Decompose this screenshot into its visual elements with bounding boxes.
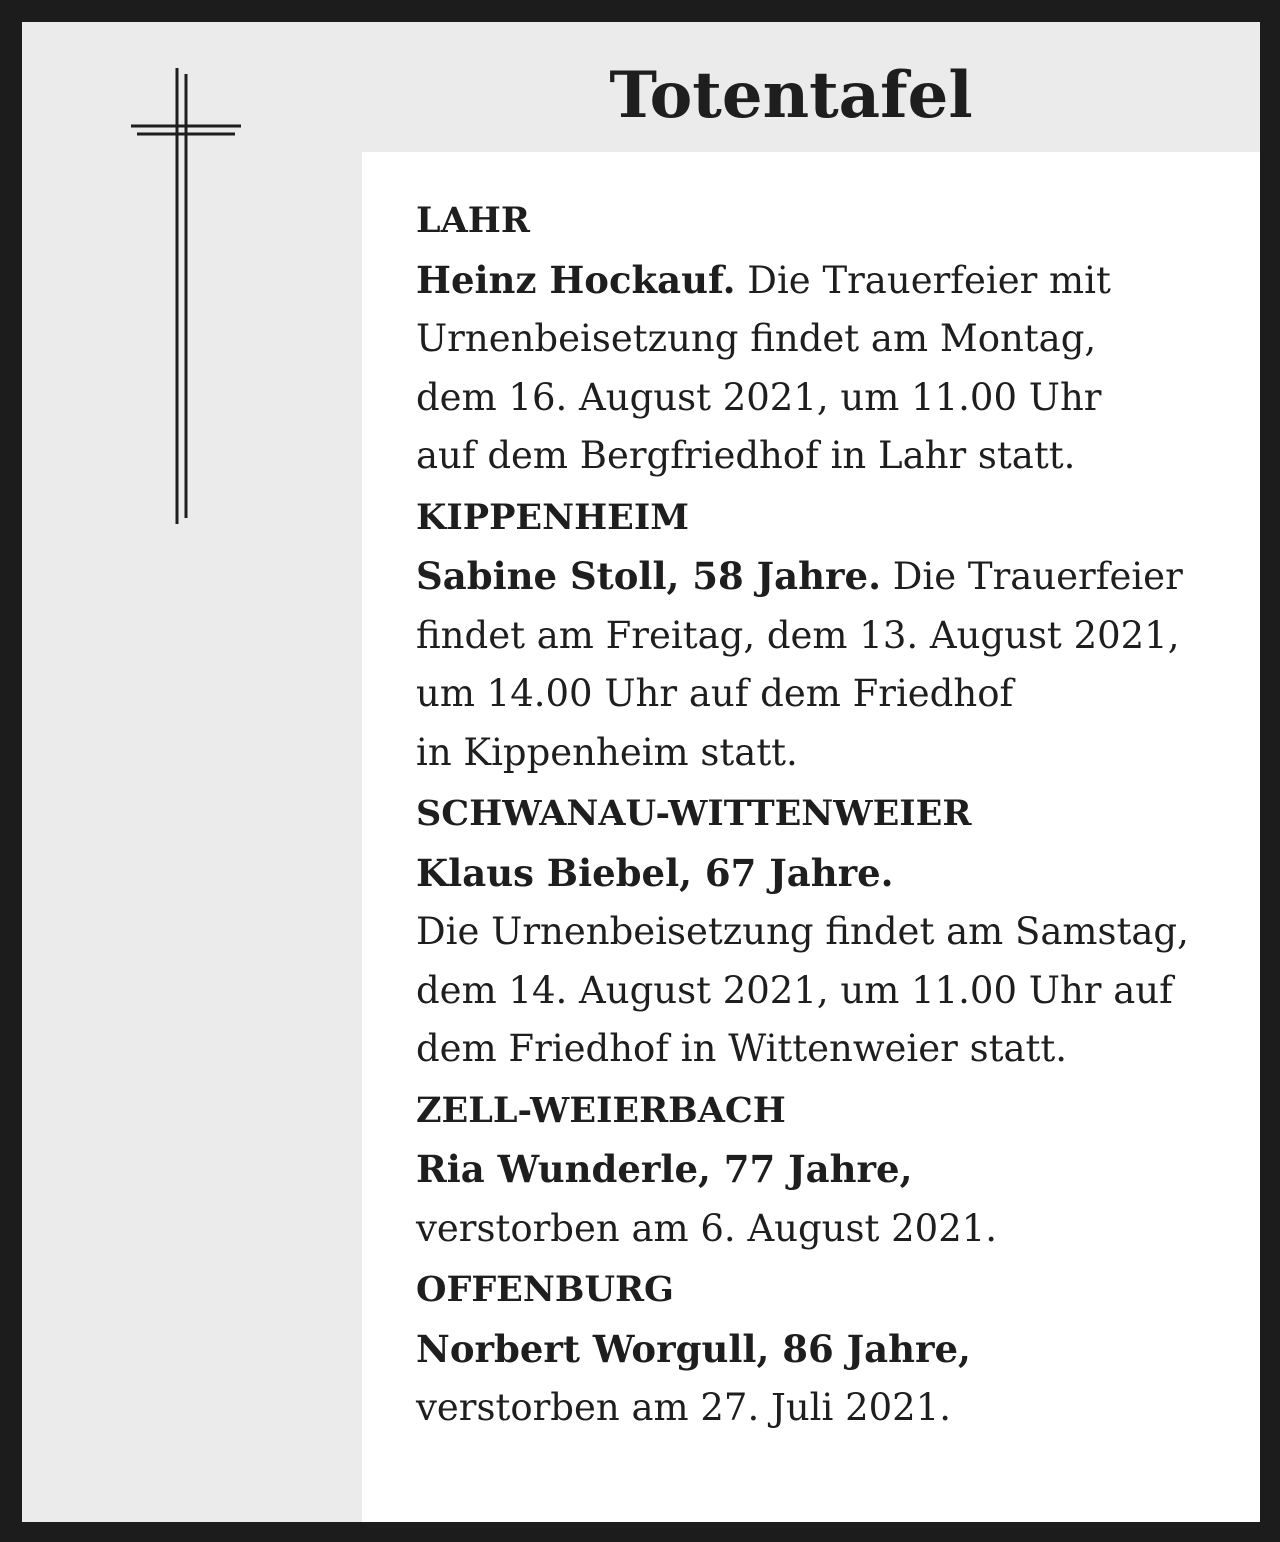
cross-icon: [127, 68, 247, 528]
page-title: Totentafel: [609, 58, 973, 133]
notice-text: auf dem Bergfriedhof in Lahr statt.: [416, 434, 1076, 477]
notice-text: dem 14. August 2021, um 11.00 Uhr auf: [416, 968, 1173, 1012]
notices-list: [362, 152, 1260, 1522]
notice-first-line: [416, 1140, 1220, 1200]
list-item: [416, 489, 1220, 783]
list-item: [416, 1261, 1220, 1438]
list-item: [416, 192, 1220, 486]
notice-location: ZELL-WEIERBACH: [416, 1089, 786, 1131]
notice-text: um 14.00 Uhr auf dem Friedhof: [416, 672, 1014, 715]
notice-text: verstorben am 27. Juli 2021.: [416, 1386, 952, 1429]
notice-text: Urnenbeisetzung findet am Montag,: [416, 317, 1097, 360]
notice-location: SCHWANAU-WITTENWEIER: [416, 793, 972, 834]
deceased-name: Heinz Hockauf.: [416, 257, 736, 302]
notice-text: Die Trauerfeier: [892, 555, 1183, 598]
notice-first-line: [416, 251, 1220, 311]
deceased-name: Sabine Stoll, 58 Jahre.: [416, 554, 881, 598]
deceased-name: Norbert Worgull, 86 Jahre,: [416, 1326, 971, 1371]
notice-location: KIPPENHEIM: [416, 496, 689, 538]
notice-text: in Kippenheim statt.: [416, 730, 798, 774]
notice-first-line: [416, 1320, 1220, 1380]
notice-first-line: [416, 547, 1220, 607]
list-item: [416, 1082, 1220, 1259]
notice-first-line: [416, 844, 1220, 904]
deceased-name: Ria Wunderle, 77 Jahre,: [416, 1147, 913, 1191]
notice-location: OFFENBURG: [416, 1269, 674, 1310]
notice-text: findet am Freitag, dem 13. August 2021,: [416, 613, 1180, 657]
notice-text: Die Trauerfeier mit: [747, 258, 1111, 302]
notice-text: dem Friedhof in Wittenweier statt.: [416, 1027, 1068, 1070]
notice-text: verstorben am 6. August 2021.: [416, 1206, 998, 1250]
notice-location: LAHR: [416, 200, 530, 241]
notice-text: dem 16. August 2021, um 11.00 Uhr: [416, 375, 1102, 419]
obituary-board: [22, 22, 1260, 1522]
notice-text: Die Urnenbeisetzung findet am Samstag,: [416, 910, 1189, 953]
list-item: [416, 785, 1220, 1079]
deceased-name: Klaus Biebel, 67 Jahre.: [416, 850, 894, 895]
